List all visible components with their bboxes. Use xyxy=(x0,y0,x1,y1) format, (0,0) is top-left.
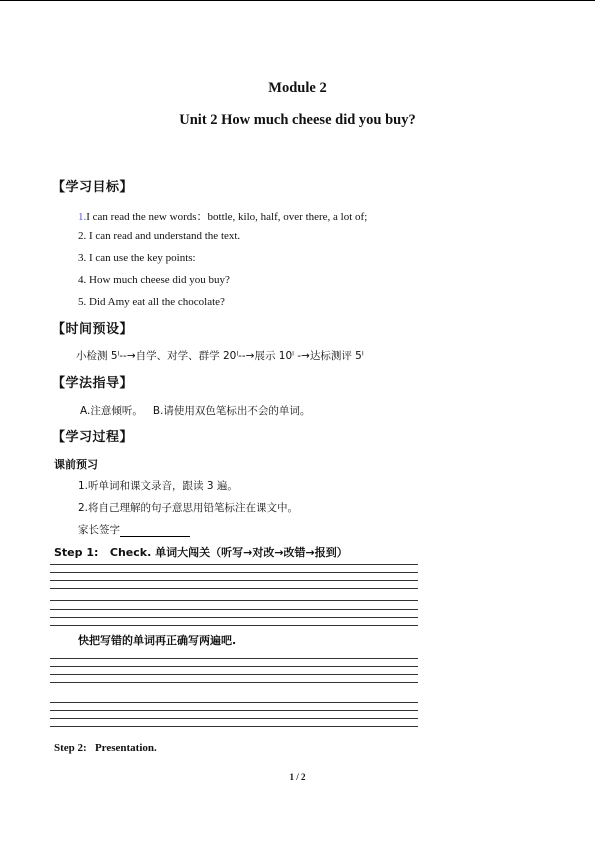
page-top-border xyxy=(0,0,595,1)
step1-heading xyxy=(54,544,348,560)
preview-heading: 课前预习 xyxy=(54,458,98,471)
writing-line[interactable] xyxy=(50,726,418,727)
goal-item-4: 4. How much cheese did you buy? xyxy=(78,274,230,286)
writing-line[interactable] xyxy=(50,609,418,610)
writing-line[interactable] xyxy=(50,702,418,703)
step2-label: Step 2: xyxy=(54,742,87,754)
process-heading: 【学习过程】 xyxy=(52,430,134,445)
writing-line[interactable] xyxy=(50,600,418,601)
time-heading: 【时间预设】 xyxy=(52,322,134,337)
writing-line[interactable] xyxy=(50,658,418,659)
time-plan-text: 小检测 5ˡ--→自学、对学、群学 20ˡ--→展示 10ˡ -→达标测评 5ˡ xyxy=(76,350,364,362)
rewrite-prompt: 快把写错的单词再正确写两遍吧. xyxy=(78,634,237,647)
step2-text: Presentation. xyxy=(94,742,157,754)
writing-line[interactable] xyxy=(50,666,418,667)
writing-line[interactable] xyxy=(50,625,418,626)
module-title: Module 2 xyxy=(268,80,327,96)
goal-item-2: 2. I can read and understand the text. xyxy=(78,230,241,242)
method-heading: 【学法指导】 xyxy=(52,376,134,391)
writing-line[interactable] xyxy=(50,588,418,589)
writing-line[interactable] xyxy=(50,617,418,618)
writing-line[interactable] xyxy=(50,718,418,719)
step1-text: Check. 单词大闯关（听写→对改→改错→报到） xyxy=(109,546,348,559)
writing-line[interactable] xyxy=(50,682,418,683)
goal-text: I can read the new words：bottle, kilo, half, over there, a lot of; xyxy=(86,211,368,223)
writing-line[interactable] xyxy=(50,572,418,573)
step1-label: Step 1: xyxy=(54,546,99,559)
writing-line[interactable] xyxy=(50,580,418,581)
page-number: 1 / 2 xyxy=(289,772,306,782)
goal-item-5: 5. Did Amy eat all the chocolate? xyxy=(78,296,225,308)
goal-number: 1. xyxy=(78,211,87,223)
unit-title: Unit 2 How much cheese did you buy? xyxy=(179,112,416,128)
goal-item-1 xyxy=(78,208,367,224)
signature-label: 家长签字 xyxy=(78,524,120,536)
writing-line[interactable] xyxy=(50,710,418,711)
writing-line[interactable] xyxy=(50,674,418,675)
goal-item-3: 3. I can use the key points: xyxy=(78,252,196,264)
method-text: A.注意倾听。 B.请使用双色笔标出不会的单词。 xyxy=(80,405,311,417)
goals-heading: 【学习目标】 xyxy=(52,180,134,195)
writing-line[interactable] xyxy=(50,564,418,565)
step2-heading xyxy=(54,742,157,754)
preview-item-1: 1.听单词和课文录音，跟读 3 遍。 xyxy=(78,480,238,492)
signature-line[interactable] xyxy=(120,525,190,537)
parent-signature xyxy=(78,522,190,537)
preview-item-2: 2.将自己理解的句子意思用铅笔标注在课文中。 xyxy=(78,502,299,514)
